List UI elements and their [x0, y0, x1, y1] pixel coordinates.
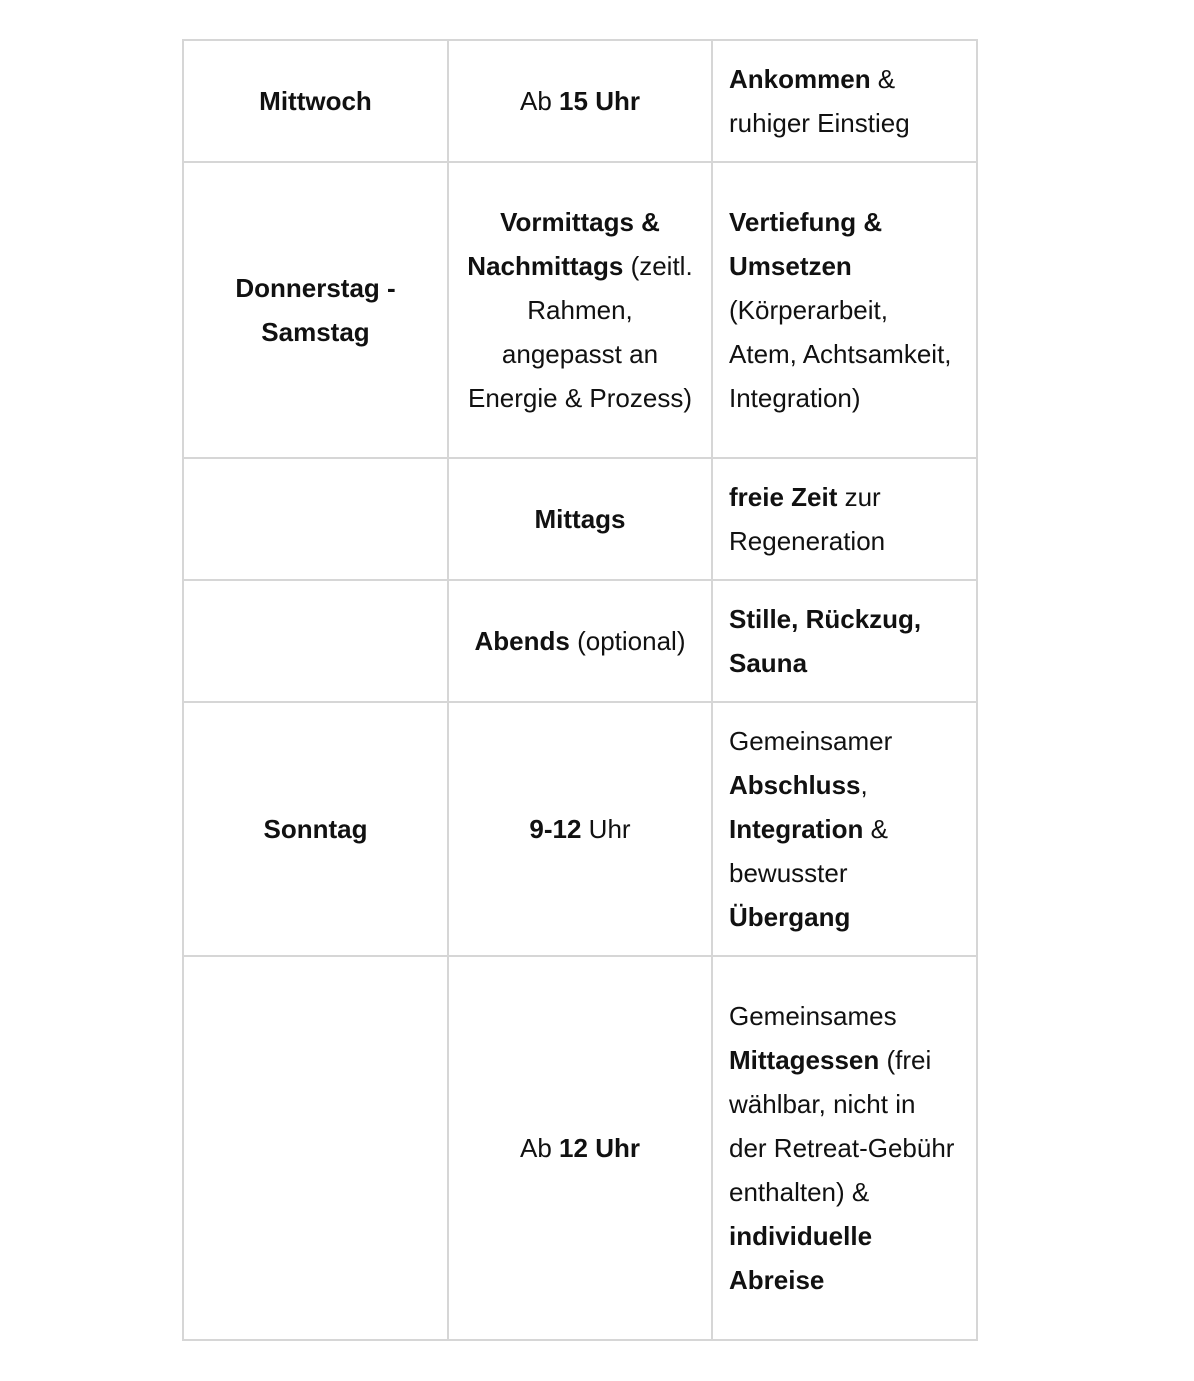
day-label: Sonntag — [263, 814, 368, 844]
day-label: Donnerstag - Samstag — [235, 273, 396, 347]
time-bold: 12 Uhr — [559, 1133, 640, 1163]
time-cell — [448, 702, 712, 956]
activity-bold: Stille, Rückzug, Sauna — [729, 604, 922, 678]
activity-bold: Abschluss — [729, 770, 861, 800]
day-label: Mittwoch — [259, 86, 372, 116]
table-row — [183, 458, 977, 580]
time-text: Ab — [520, 86, 560, 116]
table-row — [183, 956, 977, 1340]
time-bold: Mittags — [534, 504, 626, 534]
activity-bold: Vertiefung & Umsetzen — [729, 207, 883, 281]
day-cell — [183, 458, 448, 580]
activity-text: & bewusster — [729, 814, 888, 888]
time-bold: 9-12 — [529, 814, 582, 844]
day-cell — [183, 40, 448, 162]
activity-text: (Körperarbeit, Atem, Achtsamkeit, Integration) — [729, 295, 952, 413]
time-text: (zeitl. Rahmen, angepasst an Energie & Prozess) — [468, 251, 693, 413]
time-text: Ab — [520, 1133, 560, 1163]
activity-cell — [712, 702, 977, 956]
time-bold: Vormittags & Nachmittags — [467, 207, 660, 281]
table-row — [183, 40, 977, 162]
time-cell — [448, 580, 712, 702]
table-row — [183, 580, 977, 702]
activity-cell — [712, 580, 977, 702]
time-bold: 15 Uhr — [559, 86, 640, 116]
activity-bold: freie Zeit — [729, 482, 838, 512]
activity-text: (frei wählbar, nicht in der Retreat-Gebühr enthalten) & — [729, 1045, 955, 1207]
activity-bold: Integration — [729, 814, 864, 844]
time-cell — [448, 40, 712, 162]
time-text: (optional) — [569, 626, 686, 656]
activity-cell — [712, 458, 977, 580]
activity-text: Gemeinsames — [729, 1001, 897, 1031]
activity-bold: Mittagessen — [729, 1045, 880, 1075]
day-cell — [183, 580, 448, 702]
table-row — [183, 702, 977, 956]
activity-cell — [712, 162, 977, 458]
activity-bold: Übergang — [729, 902, 851, 932]
table-row — [183, 162, 977, 458]
activity-text: Gemeinsamer — [729, 726, 893, 756]
day-cell — [183, 162, 448, 458]
activity-cell — [712, 956, 977, 1340]
schedule-table — [182, 39, 978, 1341]
time-cell — [448, 956, 712, 1340]
time-bold: Abends — [474, 626, 570, 656]
day-cell — [183, 956, 448, 1340]
activity-text: zur Regeneration — [729, 482, 886, 556]
time-cell — [448, 458, 712, 580]
time-cell — [448, 162, 712, 458]
activity-bold: Ankommen — [729, 64, 871, 94]
activity-bold: individuelle Abreise — [729, 1221, 873, 1295]
day-cell — [183, 702, 448, 956]
activity-text: & ruhiger Einstieg — [729, 64, 910, 138]
time-text: Uhr — [581, 814, 631, 844]
activity-cell — [712, 40, 977, 162]
activity-text: , — [860, 770, 868, 800]
